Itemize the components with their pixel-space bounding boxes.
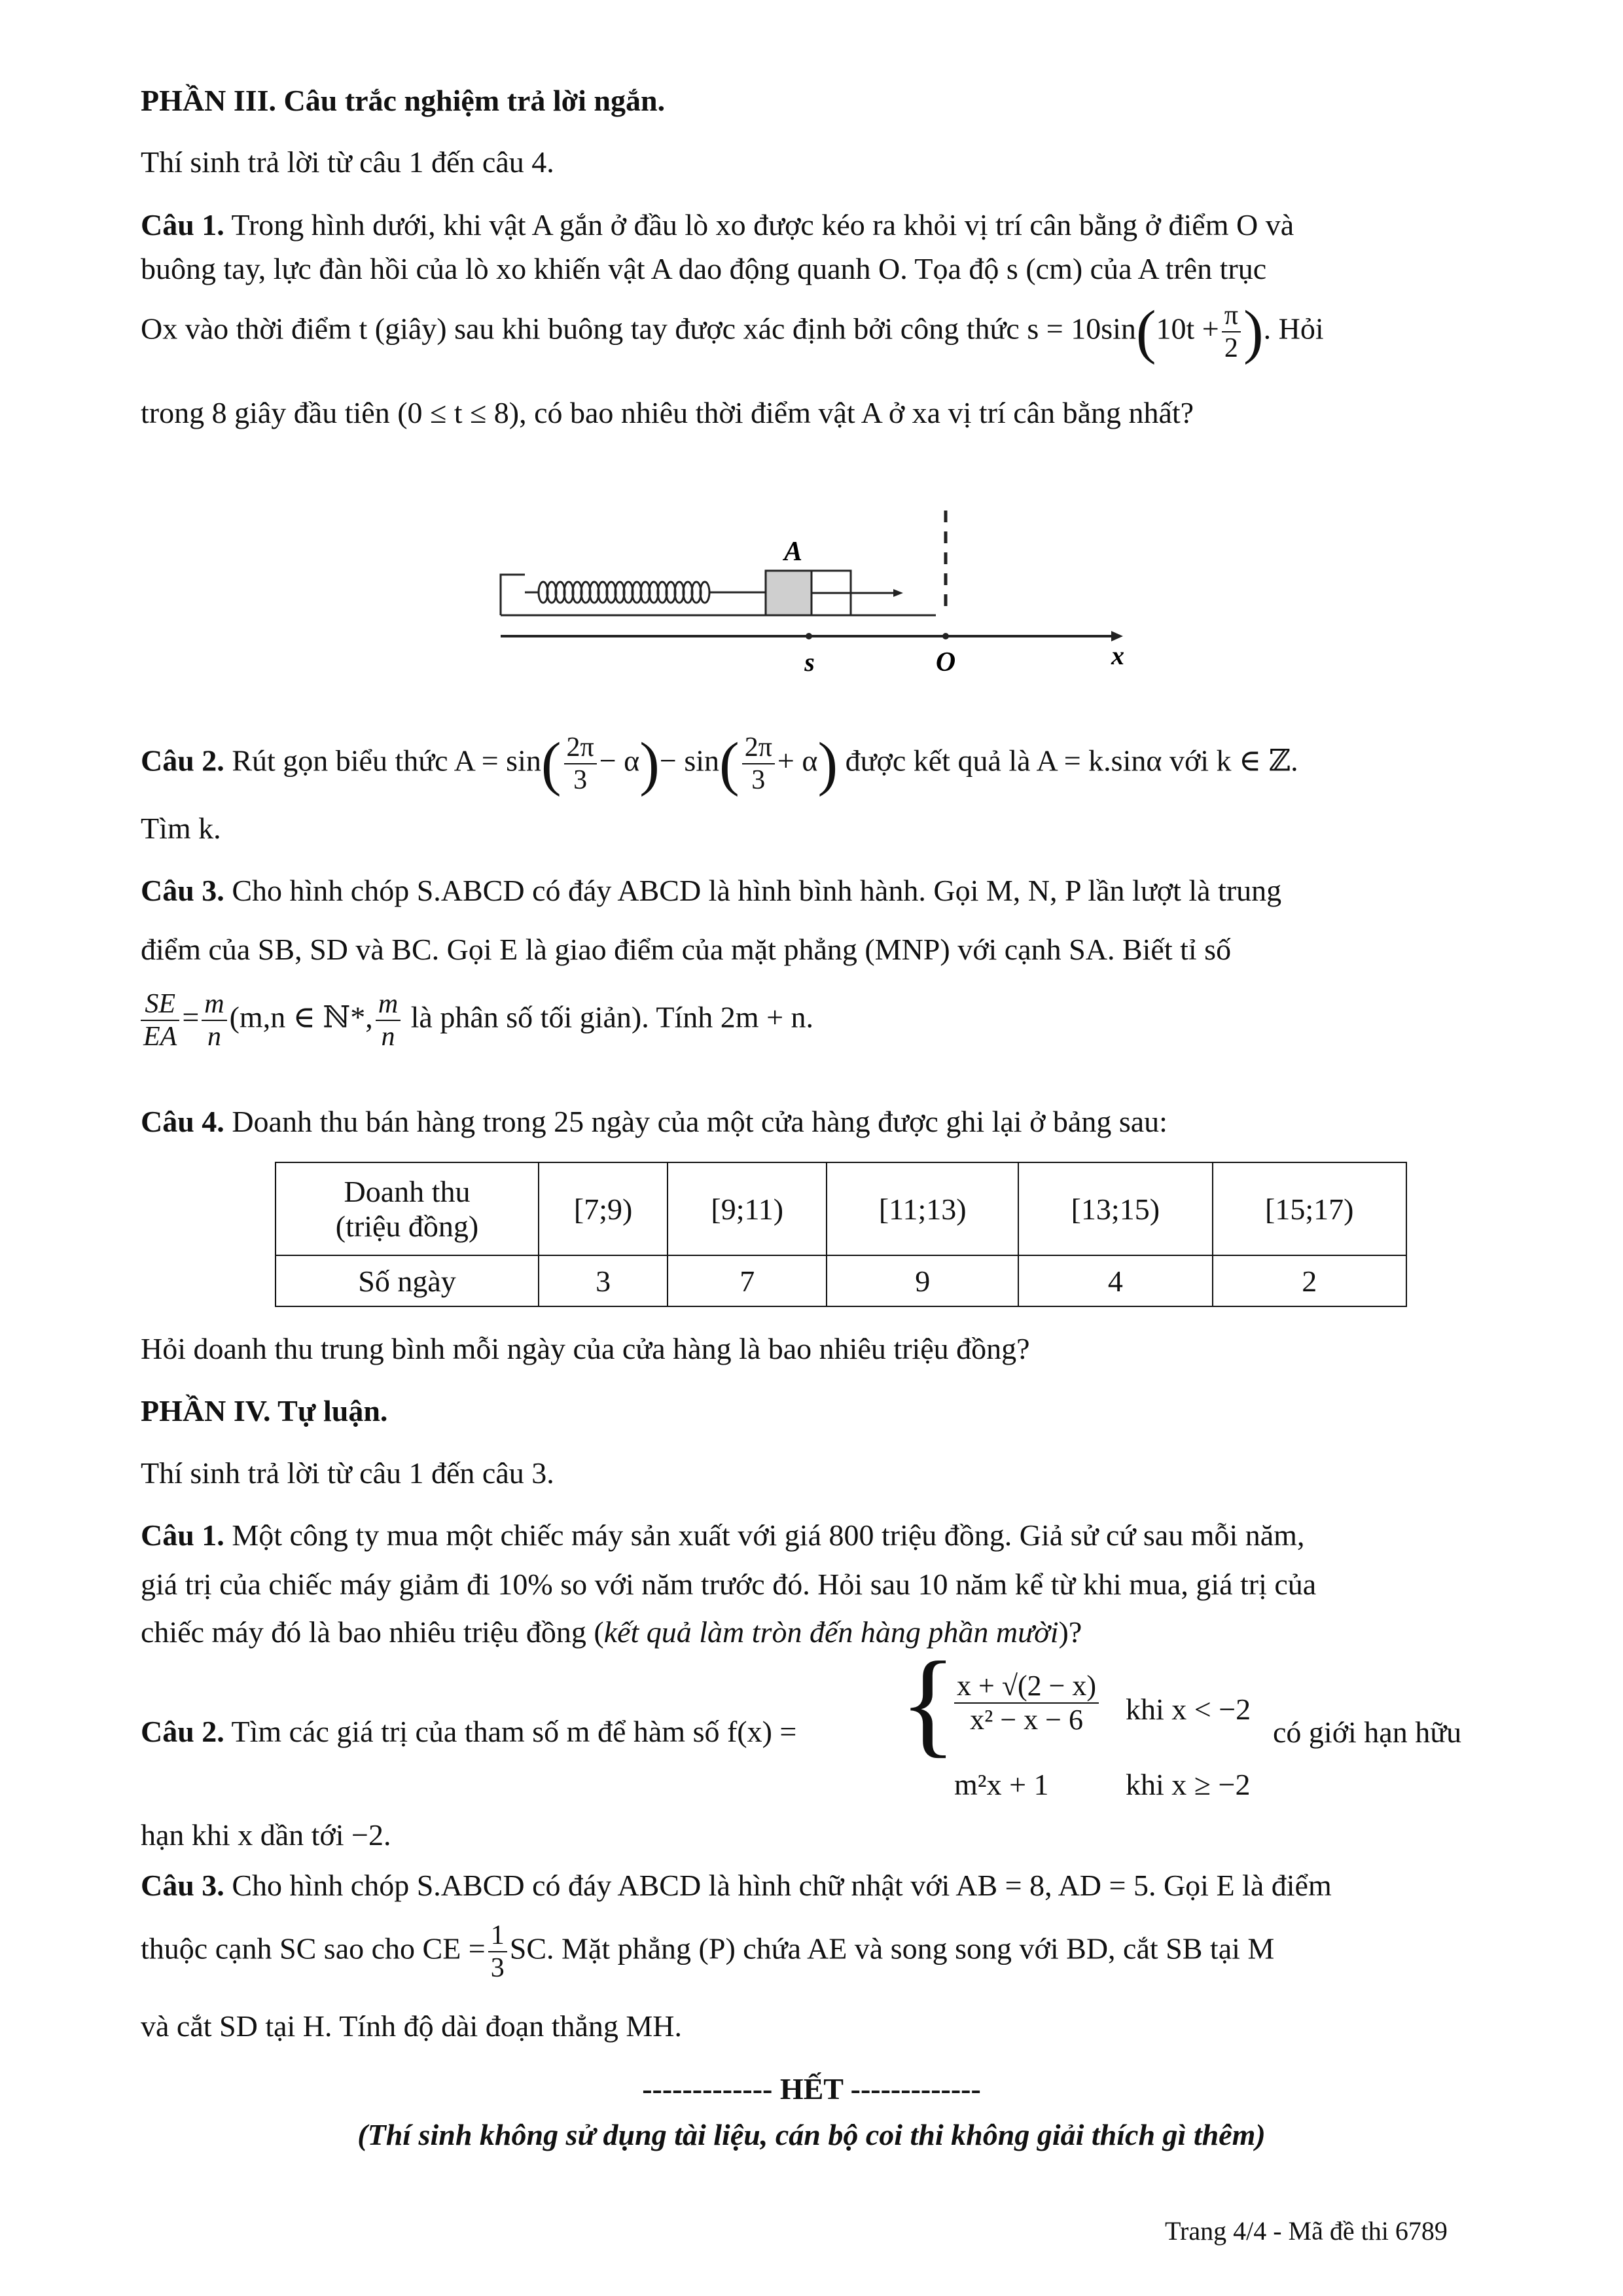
p3-q2-mid: − sin: [659, 744, 720, 778]
p3-q1-line3: Ox vào thời điểm t (giây) sau khi buông tay được xác định bởi công thức s = 10sin(10t + $\frac{\pi}{2}$ ). Hỏi: [141, 298, 1324, 365]
table-row: [276, 1162, 1406, 1255]
part4-intro: Thí sinh trả lời từ câu 1 đến câu 3.: [141, 1456, 554, 1490]
p3-q1-text1: Trong hình dưới, khi vật A gắn ở đầu lò xo được kéo ra khỏi vị trí cân bằng ở điểm O và: [231, 208, 1294, 242]
p3-q3-fraction-m-n-2: $\frac{m}{n}$: [376, 990, 401, 1051]
p4-q1-text1: Một công ty mua một chiếc máy sản xuất với giá 800 triệu đồng. Giả sử cứ sau mỗi năm,: [232, 1518, 1305, 1552]
p3-q1-line2: buông tay, lực đàn hồi của lò xo khiến vật A dao động quanh O. Tọa độ s (cm) của A trên trục: [141, 252, 1267, 285]
p3-q1-paren-pre: 10t +: [1156, 312, 1219, 346]
p4-q1-label: Câu 1.: [141, 1518, 224, 1552]
table-cell: [15;17): [1213, 1162, 1406, 1255]
p4-q2-line1: [141, 1715, 796, 1749]
wall-bracket: [501, 575, 525, 615]
p3-q3-eq: =: [182, 1000, 200, 1034]
table-cell: [13;15): [1018, 1162, 1212, 1255]
o-label: O: [935, 647, 956, 677]
p3-q3-line1: [141, 874, 1281, 908]
part4-heading: PHẦN IV. Tự luận.: [141, 1394, 388, 1427]
p4-q2-case1-fraction: $\frac{x + √(2 - x)}{\text{x² − x − 6}}$: [954, 1671, 1099, 1735]
p4-q2-label: Câu 2.: [141, 1715, 224, 1748]
p3-q3-text1: Cho hình chóp S.ABCD có đáy ABCD là hình bình hành. Gọi M, N, P lần lượt là trung: [232, 874, 1282, 907]
p3-q3-fraction-m-n: $\frac{m}{n}$: [202, 990, 226, 1051]
p4-q3-label: Câu 3.: [141, 1869, 224, 1902]
p3-q1-formula-post: . Hỏi: [1263, 312, 1324, 346]
p3-q2-fraction-1: $\frac{2\pi}{3}$: [564, 733, 597, 795]
p3-q3-line2: điểm của SB, SD và BC. Gọi E là giao điểm của mặt phẳng (MNP) với cạnh SA. Biết tỉ số: [141, 933, 1232, 966]
part3-intro: Thí sinh trả lời từ câu 1 đến câu 4.: [141, 145, 554, 179]
p4-q2-case1-cond: khi x < −2: [1126, 1693, 1251, 1726]
page-footer: Trang 4/4 - Mã đề thi 6789: [1165, 2216, 1448, 2246]
p4-q1-line1: [141, 1518, 1304, 1553]
s-label: s: [804, 647, 815, 677]
p3-q1-line4: trong 8 giây đầu tiên (0 ≤ t ≤ 8), có bao nhiêu thời điểm vật A ở xa vị trí cân bằng nhất?: [141, 396, 1194, 429]
p4-q2-brace: {: [900, 1638, 957, 1768]
p3-q1-formula-pre: Ox vào thời điểm t (giây) sau khi buông tay được xác định bởi công thức s = 10sin: [141, 312, 1136, 346]
p4-q1-line2: giá trị của chiếc máy giảm đi 10% so với năm trước đó. Hỏi sau 10 năm kể từ khi mua, giá trị của: [141, 1568, 1317, 1601]
revenue-table: [275, 1162, 1407, 1307]
p4-q2-pre: Tìm các giá trị của tham số m để hàm số f(x) =: [231, 1715, 797, 1748]
o-point: [942, 633, 949, 639]
table-cell: 2: [1213, 1255, 1406, 1306]
table-cell: 3: [539, 1255, 668, 1306]
p3-q1-line1: [141, 208, 1294, 243]
table-header-cell: Số ngày: [276, 1255, 539, 1306]
table-row: [276, 1255, 1406, 1306]
part3-heading: PHẦN III. Câu trắc nghiệm trả lời ngắn.: [141, 84, 666, 117]
p3-q2-pre: Rút gọn biểu thức A = sin: [232, 744, 541, 778]
table-cell: [9;11): [668, 1162, 827, 1255]
s-point: [806, 633, 812, 639]
block-a: [766, 571, 812, 615]
p4-q3-fraction: $\frac{1}{3}$: [488, 1921, 507, 1982]
x-label: x: [1111, 641, 1124, 670]
p3-q4-line1: [141, 1105, 1168, 1139]
p4-q2-case2-expr: m²x + 1: [954, 1768, 1049, 1801]
p3-q2-plus-alpha: + α: [777, 744, 818, 778]
p4-q3-line1: [141, 1869, 1332, 1903]
p3-q1-pi-fraction: $\frac{\pi}{2}$: [1222, 301, 1241, 363]
p3-q3-cond: (m,n ∈ ℕ*,: [229, 1000, 373, 1034]
p4-q3-line3: và cắt SD tại H. Tính độ dài đoạn thẳng MH.: [141, 2009, 683, 2043]
table-cell: 7: [668, 1255, 827, 1306]
table-cell: [11;13): [827, 1162, 1018, 1255]
p3-q3-line3: [141, 990, 813, 1051]
p3-q2-fraction-2: $\frac{2\pi}{3}$: [742, 733, 775, 795]
p3-q3-post: là phân số tối giản). Tính 2m + n.: [410, 1000, 814, 1034]
p3-q2-post: được kết quả là A = k.sinα với k ∈ ℤ.: [845, 744, 1298, 778]
table-cell: [7;9): [539, 1162, 668, 1255]
p3-q2-line1: Câu 2. Rút gọn biểu thức A = sin( $\frac{2\pi}{3}$ − α)− sin( $\frac{2\pi}{3}$ + α) được kết quả là A = k.sinα với k ∈ ℤ.: [141, 730, 1298, 797]
p3-q2-label: Câu 2.: [141, 744, 224, 778]
p3-q4-label: Câu 4.: [141, 1105, 224, 1138]
p3-q4-line2: Hỏi doanh thu trung bình mỗi ngày của cửa hàng là bao nhiêu triệu đồng?: [141, 1332, 1030, 1365]
exam-note: (Thí sinh không sử dụng tài liệu, cán bộ coi thi không giải thích gì thêm): [357, 2118, 1266, 2151]
p4-q3-line2: thuộc cạnh SC sao cho CE = $\frac{1}{3}$ SC. Mặt phẳng (P) chứa AE và song song với BD, cắt SB tại M: [141, 1920, 1275, 1984]
table-cell: 4: [1018, 1255, 1212, 1306]
p4-q2-line2: hạn khi x dần tới −2.: [141, 1818, 391, 1852]
p3-q2-line2: Tìm k.: [141, 812, 221, 845]
p3-q1-label: Câu 1.: [141, 208, 224, 242]
p3-q2-minus-alpha: − α: [599, 744, 640, 778]
p4-q2-post: có giới hạn hữu: [1273, 1715, 1462, 1749]
spring: [539, 582, 709, 603]
table-header-cell: Doanh thu (triệu đồng): [276, 1162, 539, 1255]
table-cell: 9: [827, 1255, 1018, 1306]
p4-q2-case2-cond: khi x ≥ −2: [1126, 1768, 1251, 1801]
end-marker: ------------- HẾT -------------: [642, 2072, 981, 2106]
p4-q3-text1: Cho hình chóp S.ABCD có đáy ABCD là hình chữ nhật với AB = 8, AD = 5. Gọi E là điểm: [232, 1869, 1332, 1902]
p3-q3-fraction-se-ea: $\frac{SE}{EA}$: [141, 990, 179, 1051]
p3-q4-text1: Doanh thu bán hàng trong 25 ngày của một cửa hàng được ghi lại ở bảng sau:: [232, 1105, 1168, 1138]
p4-q1-line3: chiếc máy đó là bao nhiêu triệu đồng (kết quả làm tròn đến hàng phần mười)?: [141, 1615, 1082, 1649]
block-label: A: [783, 537, 803, 567]
p3-q3-label: Câu 3.: [141, 874, 224, 907]
spring-figure: [484, 497, 1145, 681]
